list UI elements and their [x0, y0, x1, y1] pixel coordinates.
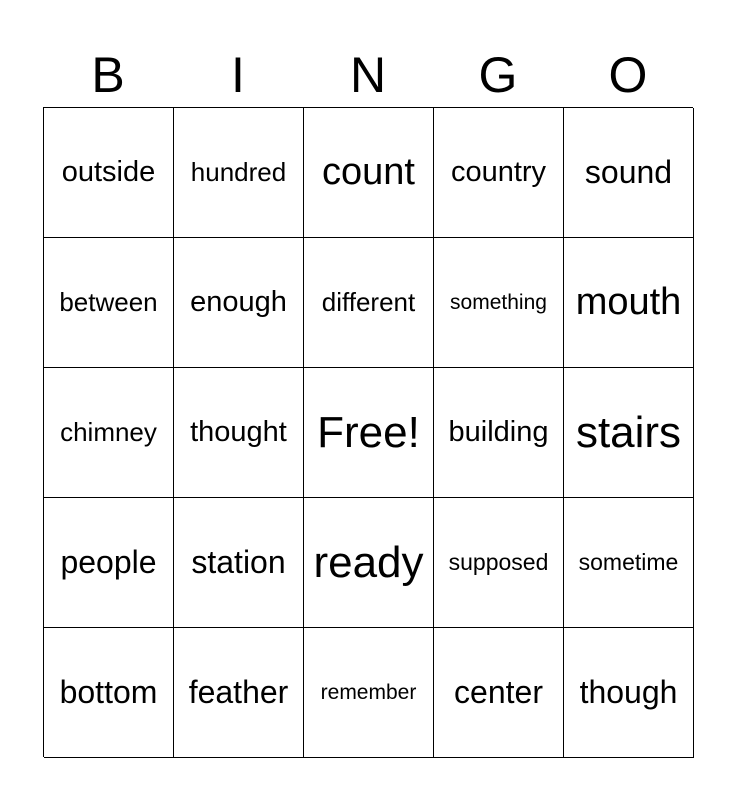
bingo-cell[interactable]: sometime [564, 498, 694, 628]
bingo-cell[interactable]: mouth [564, 238, 694, 368]
bingo-cell[interactable]: people [44, 498, 174, 628]
free-space[interactable]: Free! [304, 368, 434, 498]
bingo-cell[interactable]: though [564, 628, 694, 758]
header-letter-o: O [608, 47, 648, 103]
bingo-cell[interactable]: feather [174, 628, 304, 758]
bingo-cell[interactable]: hundred [174, 108, 304, 238]
bingo-cell[interactable]: station [174, 498, 304, 628]
bingo-cell[interactable]: between [44, 238, 174, 368]
bingo-board [43, 107, 693, 757]
bingo-header [43, 44, 693, 106]
header-letter-n: N [349, 47, 387, 103]
bingo-cell[interactable]: sound [564, 108, 694, 238]
bingo-cell[interactable]: different [304, 238, 434, 368]
bingo-cell[interactable]: outside [44, 108, 174, 238]
bingo-cell[interactable]: enough [174, 238, 304, 368]
header-letter-b: B [91, 47, 125, 103]
header-letter-i: I [231, 47, 245, 103]
bingo-cell[interactable]: chimney [44, 368, 174, 498]
bingo-cell[interactable]: count [304, 108, 434, 238]
bingo-cell[interactable]: something [434, 238, 564, 368]
bingo-cell[interactable]: supposed [434, 498, 564, 628]
bingo-cell[interactable]: ready [304, 498, 434, 628]
bingo-cell[interactable]: building [434, 368, 564, 498]
bingo-cell[interactable]: center [434, 628, 564, 758]
header-letter-g: G [478, 47, 518, 103]
bingo-cell[interactable]: thought [174, 368, 304, 498]
bingo-cell[interactable]: country [434, 108, 564, 238]
bingo-cell[interactable]: stairs [564, 368, 694, 498]
bingo-cell[interactable]: bottom [44, 628, 174, 758]
bingo-cell[interactable]: remember [304, 628, 434, 758]
